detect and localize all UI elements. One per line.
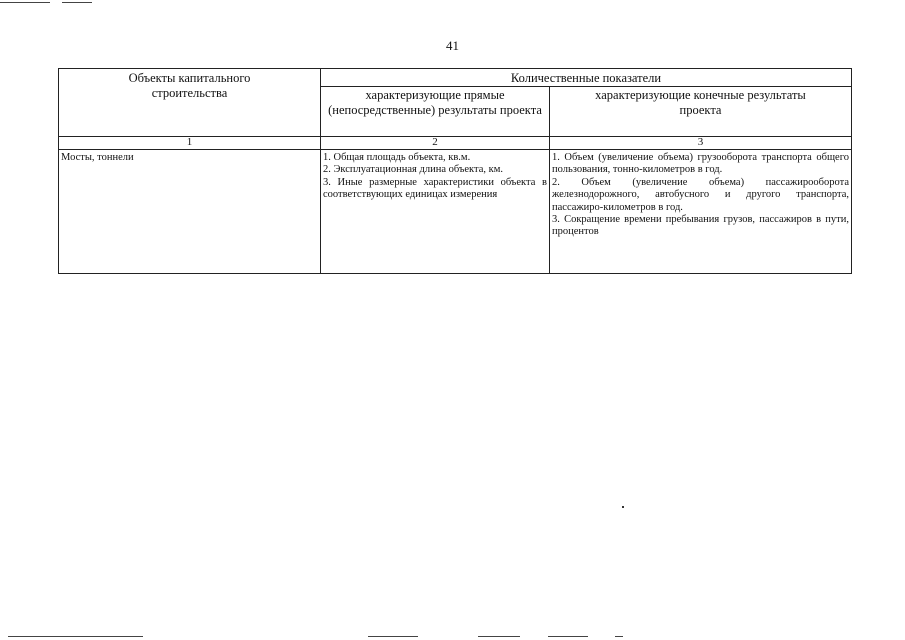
scan-artifact-line [62, 2, 92, 3]
header-direct-results [321, 87, 550, 137]
cell-final-results [550, 150, 852, 274]
final-result-item: 2. Объем (увеличение объема) пассажирооборота железнодорожного, автобусного и другого транспорта, пассажиро-километров в год. [552, 176, 849, 213]
header-final-results [550, 87, 852, 137]
direct-result-item: 3. Иные размерные характеристики объекта в соответствующих единицах измерения [323, 176, 547, 201]
cell-direct-results [321, 150, 550, 274]
header-final-label: характеризующие конечные результаты проекта [595, 88, 806, 117]
scan-artifact-line [615, 636, 623, 637]
scan-artifact-dot [622, 506, 624, 508]
cell-object [59, 150, 321, 274]
scan-artifact-line [8, 636, 143, 637]
indicators-table [58, 68, 852, 274]
page-number: 41 [446, 38, 459, 53]
column-number-2: 2 [321, 137, 550, 150]
scan-artifact-line [548, 636, 588, 637]
column-number-1: 1 [59, 137, 321, 150]
header-group-label: Количественные показатели [510, 71, 662, 85]
scan-artifact-line [368, 636, 418, 637]
direct-result-item: 2. Эксплуатационная длина объекта, км. [323, 164, 503, 176]
scan-artifact-line [0, 2, 50, 3]
object-name: Мосты, тоннели [61, 152, 134, 163]
header-objects [59, 69, 321, 137]
direct-result-item: 1. Общая площадь объекта, кв.м. [323, 152, 471, 163]
header-quantitative-indicators [321, 69, 852, 87]
final-result-item: 3. Сокращение времени пребывания грузов, пассажиров в пути, процентов [552, 214, 849, 238]
table-row [59, 150, 852, 274]
column-number-3: 3 [550, 137, 852, 150]
scan-artifact-line [478, 636, 520, 637]
header-objects-label: Объекты капитального строительства [128, 71, 251, 100]
header-direct-label: характеризующие прямые (непосредственные) результаты проекта [328, 88, 542, 117]
final-result-item: 1. Объем (увеличение объема) грузооборота транспорта общего пользования, тонно-километров в год. [552, 152, 849, 176]
